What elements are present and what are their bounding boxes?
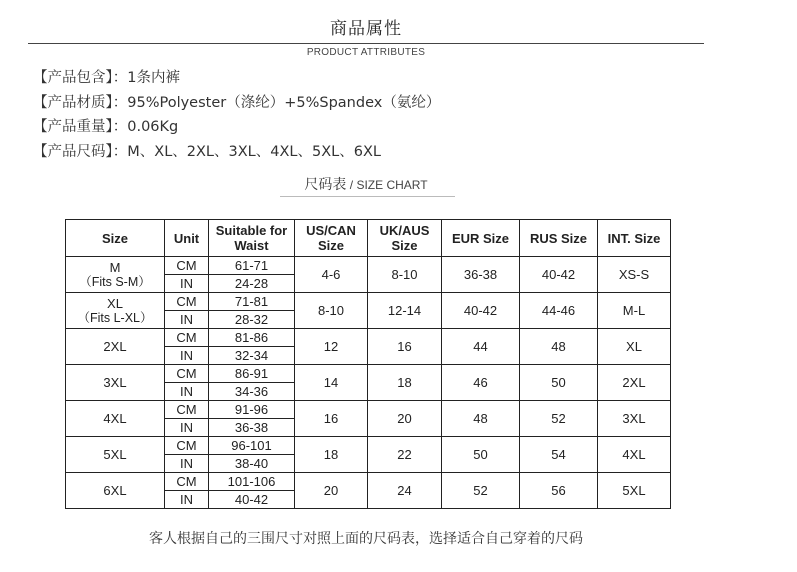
waist-in-cell: 32-34 bbox=[209, 347, 295, 365]
uk-cell: 18 bbox=[368, 365, 442, 401]
attribute-label: 【产品材质】： bbox=[33, 94, 128, 111]
attribute-row-material bbox=[33, 91, 440, 116]
attribute-label: 【产品尺码】： bbox=[33, 143, 128, 160]
header-uk-aus bbox=[368, 220, 442, 257]
uk-cell: 8-10 bbox=[368, 257, 442, 293]
unit-cell: CM bbox=[165, 365, 209, 383]
unit-cell: IN bbox=[165, 491, 209, 509]
header-int: INT. Size bbox=[598, 220, 671, 257]
waist-in-cell: 28-32 bbox=[209, 311, 295, 329]
int-cell: M-L bbox=[598, 293, 671, 329]
rus-cell: 40-42 bbox=[520, 257, 598, 293]
waist-in-cell: 40-42 bbox=[209, 491, 295, 509]
unit-cell: IN bbox=[165, 419, 209, 437]
unit-cell: CM bbox=[165, 329, 209, 347]
unit-cell: CM bbox=[165, 257, 209, 275]
us-cell: 16 bbox=[295, 401, 368, 437]
waist-cm-cell: 91-96 bbox=[209, 401, 295, 419]
size-cell: 5XL bbox=[66, 437, 165, 473]
size-cell: 3XL bbox=[66, 365, 165, 401]
us-cell: 20 bbox=[295, 473, 368, 509]
rus-cell: 54 bbox=[520, 437, 598, 473]
waist-in-cell: 24-28 bbox=[209, 275, 295, 293]
rus-cell: 44-46 bbox=[520, 293, 598, 329]
header-uk-line2: Size bbox=[391, 238, 418, 253]
attribute-row-weight bbox=[33, 115, 440, 140]
size-chart-title bbox=[0, 174, 732, 194]
eur-cell: 40-42 bbox=[442, 293, 520, 329]
table-row bbox=[66, 293, 671, 311]
size-chart-divider bbox=[280, 196, 455, 197]
uk-cell: 12-14 bbox=[368, 293, 442, 329]
int-cell: 2XL bbox=[598, 365, 671, 401]
waist-cm-cell: 86-91 bbox=[209, 365, 295, 383]
rus-cell: 52 bbox=[520, 401, 598, 437]
size-table-header-row bbox=[66, 220, 671, 257]
size-fits: （Fits L-XL） bbox=[77, 310, 153, 325]
table-row bbox=[66, 365, 671, 383]
eur-cell: 44 bbox=[442, 329, 520, 365]
header-rus: RUS Size bbox=[520, 220, 598, 257]
page-title: 商品属性 bbox=[330, 19, 402, 39]
header-us-line2: Size bbox=[317, 238, 344, 253]
waist-cm-cell: 96-101 bbox=[209, 437, 295, 455]
waist-in-cell: 36-38 bbox=[209, 419, 295, 437]
eur-cell: 46 bbox=[442, 365, 520, 401]
eur-cell: 50 bbox=[442, 437, 520, 473]
table-row bbox=[66, 473, 671, 491]
unit-cell: IN bbox=[165, 455, 209, 473]
table-row bbox=[66, 329, 671, 347]
header-unit: Unit bbox=[165, 220, 209, 257]
size-chart-title-en: SIZE CHART bbox=[356, 178, 428, 192]
size-value: XL bbox=[107, 295, 123, 311]
attribute-row-sizes bbox=[33, 140, 440, 165]
attribute-value: 1条内裤 bbox=[127, 70, 180, 86]
size-cell: 2XL bbox=[66, 329, 165, 365]
header-us-can bbox=[295, 220, 368, 257]
int-cell: 5XL bbox=[598, 473, 671, 509]
waist-in-cell: 38-40 bbox=[209, 455, 295, 473]
waist-cm-cell: 71-81 bbox=[209, 293, 295, 311]
us-cell: 14 bbox=[295, 365, 368, 401]
product-attributes bbox=[33, 66, 440, 164]
header-eur: EUR Size bbox=[442, 220, 520, 257]
uk-cell: 16 bbox=[368, 329, 442, 365]
size-cell bbox=[66, 257, 165, 293]
header-us-line1: US/CAN bbox=[306, 223, 356, 238]
header-waist-line1: Suitable for bbox=[215, 223, 288, 238]
int-cell: 4XL bbox=[598, 437, 671, 473]
attribute-value: 0.06Kg bbox=[127, 119, 179, 135]
eur-cell: 52 bbox=[442, 473, 520, 509]
header-waist bbox=[209, 220, 295, 257]
size-guide-note: 客人根据自己的三围尺寸对照上面的尺码表，选择适合自己穿着的尺码 bbox=[149, 531, 583, 547]
size-chart-title-cn: 尺码表 bbox=[304, 177, 347, 193]
waist-cm-cell: 81-86 bbox=[209, 329, 295, 347]
header-size: Size bbox=[66, 220, 165, 257]
size-cell: 6XL bbox=[66, 473, 165, 509]
header-uk-line1: UK/AUS bbox=[379, 223, 430, 238]
uk-cell: 22 bbox=[368, 437, 442, 473]
eur-cell: 36-38 bbox=[442, 257, 520, 293]
title-divider bbox=[28, 43, 704, 44]
waist-cm-cell: 61-71 bbox=[209, 257, 295, 275]
us-cell: 8-10 bbox=[295, 293, 368, 329]
table-row bbox=[66, 257, 671, 275]
rus-cell: 48 bbox=[520, 329, 598, 365]
unit-cell: IN bbox=[165, 311, 209, 329]
unit-cell: CM bbox=[165, 401, 209, 419]
size-table bbox=[65, 219, 671, 509]
unit-cell: IN bbox=[165, 275, 209, 293]
size-chart-title-separator: / bbox=[346, 178, 357, 192]
attribute-label: 【产品包含】： bbox=[33, 70, 128, 86]
int-cell: 3XL bbox=[598, 401, 671, 437]
unit-cell: CM bbox=[165, 437, 209, 455]
attribute-row-contents bbox=[33, 66, 440, 91]
uk-cell: 24 bbox=[368, 473, 442, 509]
attribute-label: 【产品重量】： bbox=[33, 119, 128, 135]
int-cell: XS-S bbox=[598, 257, 671, 293]
us-cell: 12 bbox=[295, 329, 368, 365]
size-value: M bbox=[109, 259, 121, 275]
attribute-value: 95%Polyester（涤纶）+5%Spandex（氨纶） bbox=[127, 94, 441, 111]
unit-cell: IN bbox=[165, 383, 209, 401]
unit-cell: CM bbox=[165, 473, 209, 491]
unit-cell: CM bbox=[165, 293, 209, 311]
us-cell: 4-6 bbox=[295, 257, 368, 293]
waist-cm-cell: 101-106 bbox=[209, 473, 295, 491]
size-cell: 4XL bbox=[66, 401, 165, 437]
int-cell: XL bbox=[598, 329, 671, 365]
rus-cell: 56 bbox=[520, 473, 598, 509]
table-row bbox=[66, 437, 671, 455]
attribute-value: M、XL、2XL、3XL、4XL、5XL、6XL bbox=[127, 143, 381, 160]
eur-cell: 48 bbox=[442, 401, 520, 437]
size-cell bbox=[66, 293, 165, 329]
uk-cell: 20 bbox=[368, 401, 442, 437]
rus-cell: 50 bbox=[520, 365, 598, 401]
table-row bbox=[66, 401, 671, 419]
us-cell: 18 bbox=[295, 437, 368, 473]
unit-cell: IN bbox=[165, 347, 209, 365]
size-fits: （Fits S-M） bbox=[79, 274, 151, 289]
header-waist-line2: Waist bbox=[234, 238, 269, 253]
page-subtitle: PRODUCT ATTRIBUTES bbox=[306, 47, 426, 58]
waist-in-cell: 34-36 bbox=[209, 383, 295, 401]
